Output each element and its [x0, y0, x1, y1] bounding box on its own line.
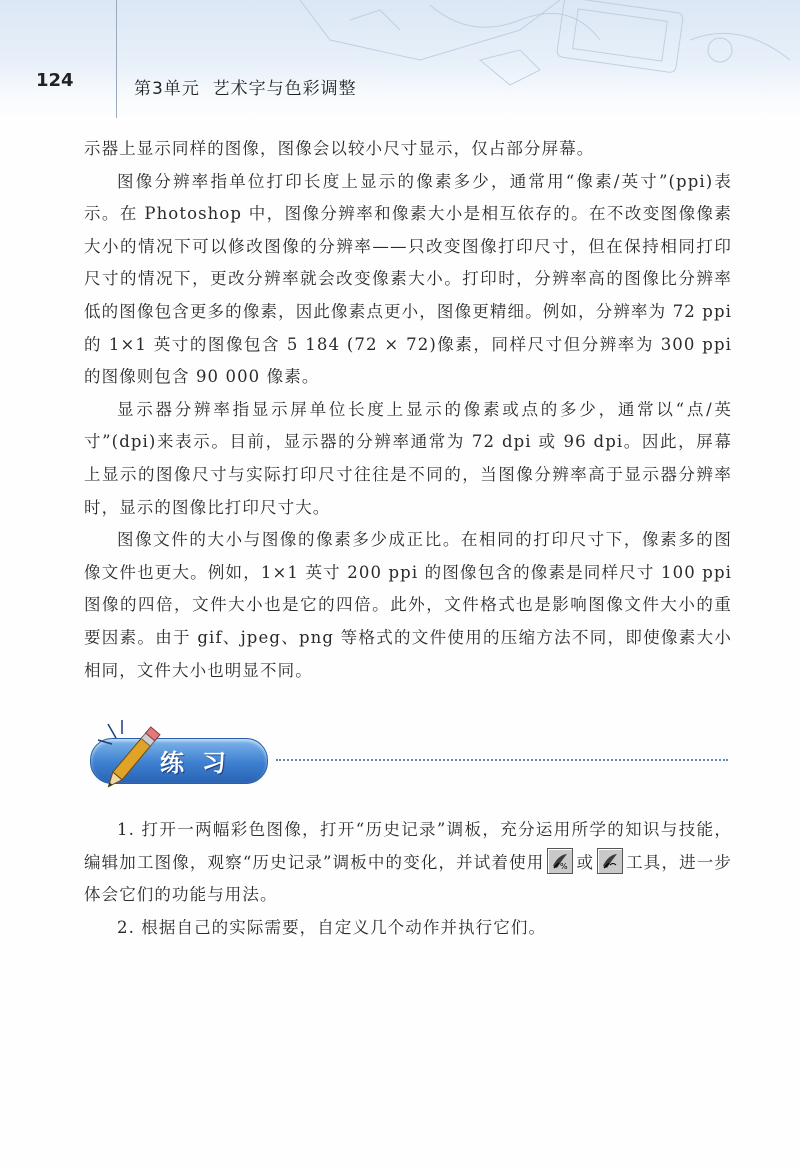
chapter-title: 艺术字与色彩调整 — [212, 79, 357, 99]
art-history-brush-icon — [597, 848, 623, 874]
paragraph-file-size: 图像文件的大小与图像的像素多少成正比。在相同的打印尺寸下，像素多的图像文件也更大。例如，1×1 英寸 200 ppi 的图像包含的像素是同样尺寸 100 ppi 图像的四倍，文件大小也是它的四倍。此外，文件格式也是影响图像文件大小的重要因素。由于 gif、jpeg、png 等格式的文件使用的压缩方法不同，即使像素大小相同，文件大小也明显不同。 — [84, 530, 732, 680]
exercise-list — [84, 814, 732, 944]
history-brush-icon — [547, 848, 573, 874]
body-text — [84, 133, 732, 687]
exercise-item-2: 2. 根据自己的实际需要，自定义几个动作并执行它们。 — [117, 917, 547, 937]
pencil-icon — [88, 714, 178, 804]
exercise-dotted-rule — [276, 759, 728, 761]
chapter-label: 第3单元 — [134, 79, 200, 99]
exercise-banner — [88, 714, 738, 804]
exercise-item-1-text-end: 工具，进一步体会它们的功能与用法。 — [84, 852, 732, 905]
page-number: 124 — [36, 70, 74, 91]
paragraph-monitor-resolution: 显示器分辨率指显示屏单位长度上显示的像素或点的多少，通常以“点/英寸”(dpi)来表示。目前，显示器的分辨率通常为 72 dpi 或 96 dpi。因此，屏幕上显示的图像尺寸与实际打印尺寸往往是不同的，当图像分辨率高于显示器分辨率时，显示的图像比打印尺寸大。 — [84, 399, 732, 517]
chapter-heading — [134, 74, 357, 99]
exercise-item-1 — [84, 814, 732, 912]
page-header-band — [0, 0, 800, 118]
exercise-banner-label: 练习 — [160, 749, 244, 777]
header-divider — [116, 0, 117, 118]
header-decoration — [0, 0, 800, 118]
svg-text:%: % — [560, 861, 570, 871]
exercise-item-1-text: 1. 打开一两幅彩色图像，打开“历史记录”调板，充分运用所学的知识与技能，编辑加工图像，观察“历史记录”调板中的变化，并试着使用 — [84, 820, 732, 872]
paragraph-continued: 示器上显示同样的图像，图像会以较小尺寸显示，仅占部分屏幕。 — [84, 139, 595, 158]
exercise-item-1-or: 或 — [576, 852, 595, 872]
paragraph-image-resolution: 图像分辨率指单位打印长度上显示的像素多少，通常用“像素/英寸”(ppi)表示。在 Photoshop 中，图像分辨率和像素大小是相互依存的。在不改变图像像素大小的情况下可以修改图像的分辨率——只改变图像打印尺寸，但在保持相同打印尺寸的情况下，更改分辨率就会改变像素大小。打印时，分辨率高的图像比分辨率低的图像包含更多的像素，因此像素点更小，图像更精细。例如，分辨率为 72 ppi 的 1×1 英寸的图像包含 5 184 (72 × 72)像素，同样尺寸但分辨率为 300 ppi 的图像则包含 90 000 像素。 — [84, 171, 732, 387]
